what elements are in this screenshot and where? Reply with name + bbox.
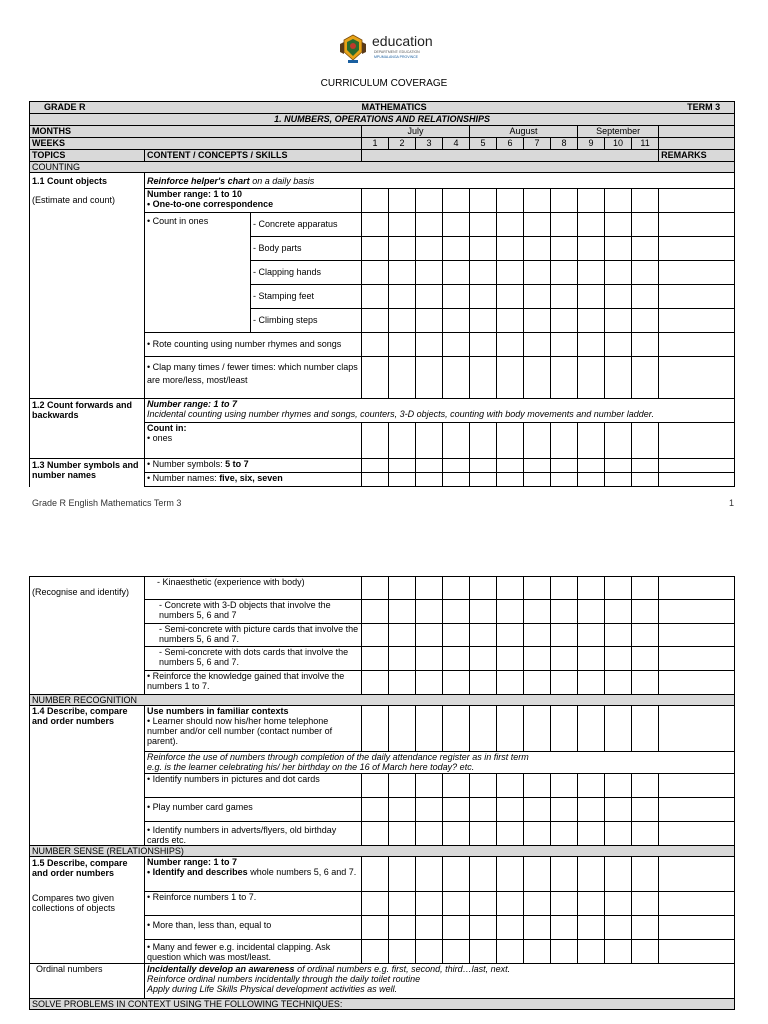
term-label: TERM 3 [687,102,721,112]
week-cell: 1 [362,138,389,150]
page-number: 1 [729,498,735,508]
identify-describe-rest: whole numbers 5, 6 and 7. [247,867,357,877]
recognise-identify: (Recognise and identify) [32,587,130,597]
month-august: August [509,126,538,136]
months-label: MONTHS [32,126,71,136]
range-1-10: Number range: 1 to 10 [147,189,243,199]
identify-describe-bold: • Identify and describes [147,867,248,877]
topic-1-4: 1.4 Describe, compare and order numbers [32,706,128,726]
education-logo [338,30,438,66]
weeks-label: WEEKS [32,138,66,148]
page-footer: Grade R English Mathematics Term 3 [32,498,182,508]
week-cell: 10 [605,138,632,150]
week-cell: 5 [470,138,497,150]
logo-wordmark: education [372,33,433,49]
incidental-awareness-bold: Incidentally develop an awareness [147,964,295,974]
rote-counting: • Rote counting using number rhymes and songs [147,339,342,349]
content-label: CONTENT / CONCEPTS / SKILLS [147,150,288,160]
category-number-recognition: NUMBER RECOGNITION [32,695,138,705]
range-1-7-b: Number range: 1 to 7 [147,857,238,867]
category-counting: COUNTING [32,162,80,172]
more-less-equal: • More than, less than, equal to [147,920,272,930]
topic-1-1-sub: (Estimate and count) [32,194,116,205]
incidental-counting: Incidental counting using number rhymes and songs, counters, 3-D objects, counting with body movements and number ladder. [147,409,654,419]
birthday-example: e.g. is the learner celebrating his/ her birthday on the 16 of March here today? etc. [147,762,475,772]
grade-label: GRADE R [44,102,86,112]
count-in-label: Count in: [147,423,187,433]
topic-1-3: 1.3 Number symbols and number names [32,460,139,480]
symbols-range: 5 to 7 [225,459,249,469]
week-cell: 4 [443,138,470,150]
week-cell: 3 [416,138,443,150]
topic-1-2: 1.2 Count forwards and backwards [32,400,133,420]
week-cell: 2 [389,138,416,150]
category-solve-problems: SOLVE PROBLEMS IN CONTEXT USING THE FOLLOWING TECHNIQUES: [32,999,343,1009]
month-july: July [407,126,424,136]
use-numbers-heading: Use numbers in familiar contexts [147,706,289,716]
count-ones: • ones [147,433,173,443]
topics-label: TOPICS [32,150,66,160]
month-september: September [596,126,641,136]
reinforce-1-7: • Reinforce numbers 1 to 7. [147,892,257,902]
play-card-games: • Play number card games [147,802,253,812]
logo-subtitle: DEPARTMENT: EDUCATION [374,50,420,54]
clap-many-times: • Clap many times / fewer times: which number claps are more/less, most/least [147,362,358,385]
semi-concrete-pictures: - Semi-concrete with picture cards that involve the numbers 5, 6 and 7. [159,624,359,644]
coverage-table-page2 [29,576,735,1010]
category-number-sense: NUMBER SENSE (RELATIONSHIPS) [32,846,184,856]
week-cell: 7 [524,138,551,150]
concrete-3d: - Concrete with 3-D objects that involve the numbers 5, 6 and 7 [159,600,331,620]
semi-concrete-dots: - Semi-concrete with dots cards that involve the numbers 5, 6 and 7. [159,647,349,667]
count-in-ones: • Count in ones [147,216,209,226]
range-1-7: Number range: 1 to 7 [147,399,238,409]
reinforce-knowledge: • Reinforce the knowledge gained that involve the numbers 1 to 7. [147,671,345,691]
learner-telephone: • Learner should now his/her home telephone number and/or cell number (contact number of parent). [147,716,333,746]
week-cell: 8 [551,138,578,150]
sub-body-parts: - Body parts [253,243,302,253]
identify-pictures: • Identify numbers in pictures and dot cards [147,774,320,784]
names-prefix: • Number names: [147,473,220,483]
incidental-awareness-rest: of ordinal numbers e.g. first, second, third…last, next. [294,964,511,974]
ordinal-numbers: Ordinal numbers [36,964,103,974]
identify-adverts: • Identify numbers in adverts/flyers, old birthday cards etc. [147,825,337,845]
kinaesthetic: - Kinaesthetic (experience with body) [157,577,305,587]
reinforce-helper-text: Reinforce helper's chart [147,176,250,186]
remarks-label: REMARKS [661,150,707,160]
coverage-table-page1 [29,101,735,487]
sub-stamping: - Stamping feet [253,291,315,301]
compares-collections: Compares two given collections of objects [32,892,116,913]
one-to-one: • One-to-one correspondence [147,199,274,209]
reinforce-register: Reinforce the use of numbers through completion of the daily attendance register as in first term [147,752,529,762]
topic-1-1: 1.1 Count objects [32,176,108,186]
week-cell: 11 [632,138,659,150]
symbols-prefix: • Number symbols: [147,459,226,469]
week-cell: 6 [497,138,524,150]
apply-life-skills: Apply during Life Skills Physical development activities as well. [147,984,398,994]
sub-clapping: - Clapping hands [253,267,322,277]
reinforce-helper-suffix: on a daily basis [249,176,315,186]
coat-of-arms-icon [338,32,368,64]
reinforce-ordinal: Reinforce ordinal numbers incidentally through the daily toilet routine [147,974,421,984]
sub-climbing: - Climbing steps [253,315,318,325]
names-values: five, six, seven [219,473,283,483]
topic-1-5: 1.5 Describe, compare and order numbers [32,858,128,878]
many-fewer: • Many and fewer e.g. incidental clapping. Ask question which was most/least. [147,942,331,962]
sub-concrete: - Concrete apparatus [253,219,338,229]
document-title: CURRICULUM COVERAGE [320,78,448,89]
week-cell: 9 [578,138,605,150]
section-heading: 1. NUMBERS, OPERATIONS AND RELATIONSHIPS [274,114,491,124]
subject-label: MATHEMATICS [361,102,427,112]
logo-province: MPUMALANGA PROVINCE [374,55,418,59]
